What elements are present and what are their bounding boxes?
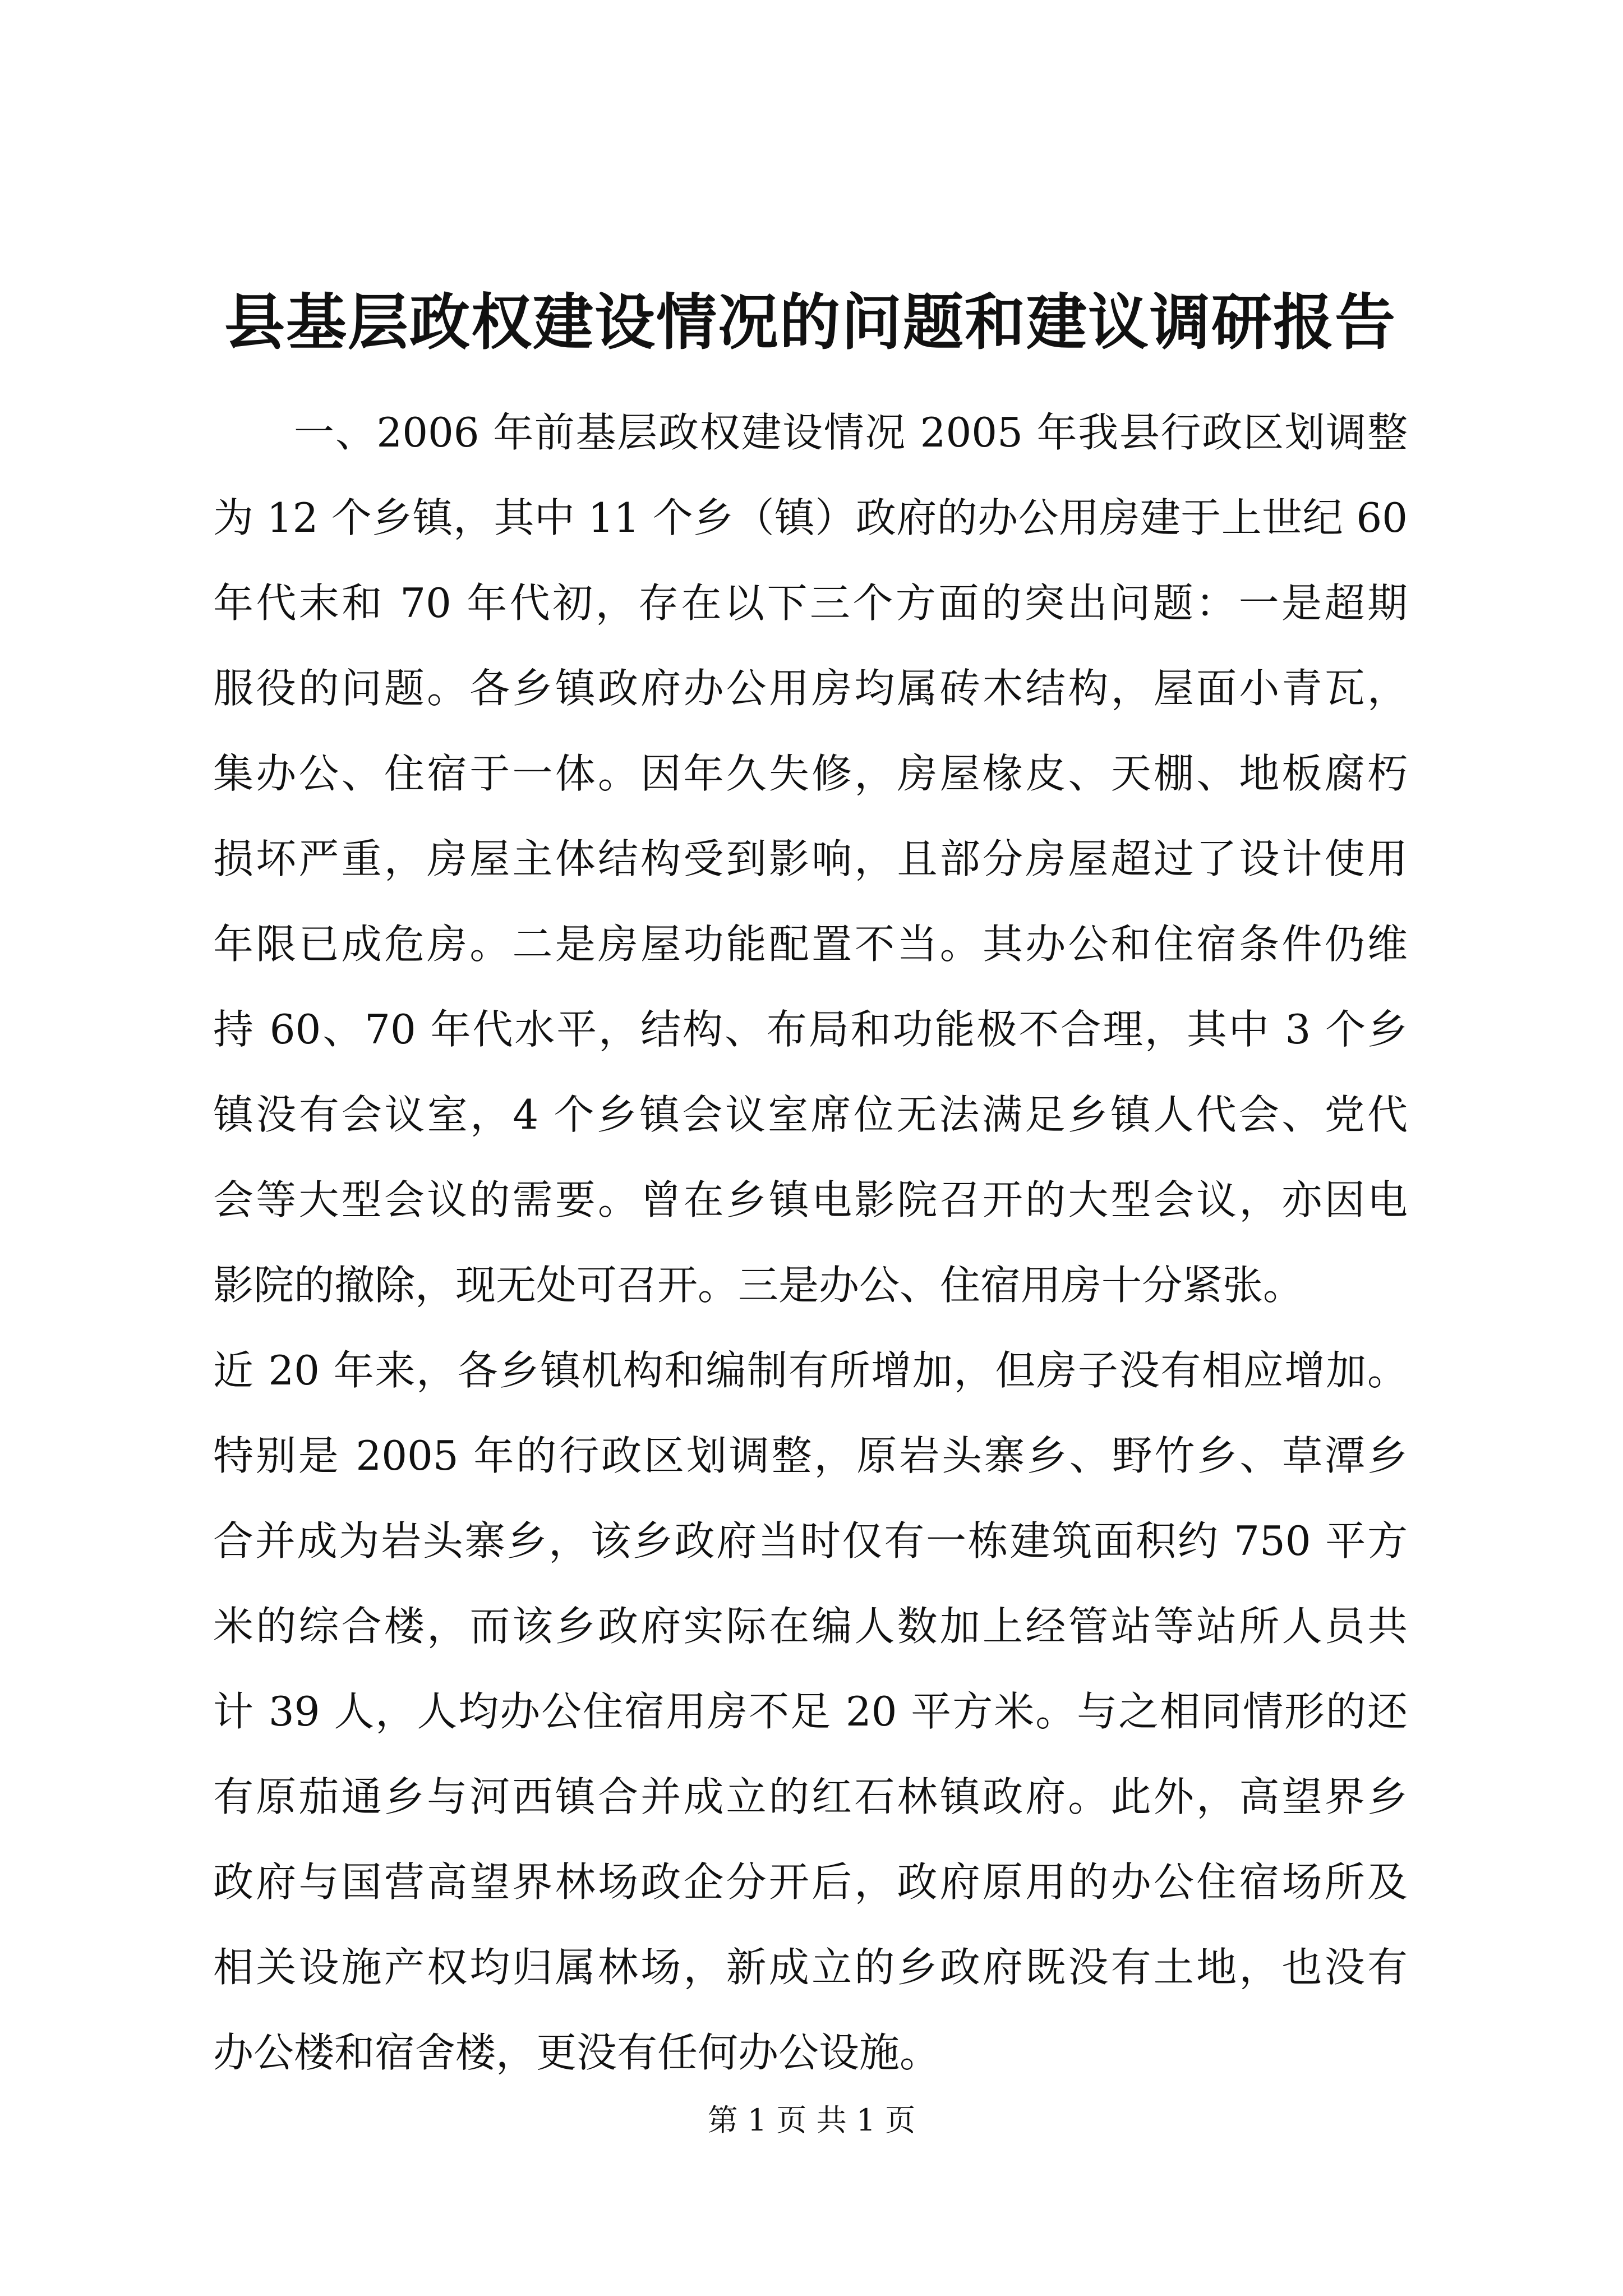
body-line: 政府与国营高望界林场政企分开后，政府原用的办公住宿场所及 (213, 1858, 1408, 1906)
body-line: 为 12 个乡镇，其中 11 个乡（镇）政府的办公用房建于上世纪 60 (213, 494, 1408, 541)
body-line: 计 39 人，人均办公住宿用房不足 20 平方米。与之相同情形的还 (213, 1688, 1408, 1735)
document-body (213, 390, 1408, 2095)
body-line: 相关设施产权均归属林场，新成立的乡政府既没有土地，也没有 (213, 1944, 1408, 1991)
body-line: 有原茄通乡与河西镇合并成立的红石林镇政府。此外，高望界乡 (213, 1773, 1408, 1820)
body-line: 米的综合楼，而该乡政府实际在编人数加上经管站等站所人员共 (213, 1603, 1408, 1650)
body-line: 损坏严重，房屋主体结构受到影响，且部分房屋超过了设计使用 (213, 835, 1408, 882)
body-line: 近 20 年来，各乡镇机构和编制有所增加，但房子没有相应增加。 (213, 1347, 1408, 1394)
body-line: 一、2006 年前基层政权建设情况 2005 年我县行政区划调整 (294, 409, 1408, 456)
body-line: 特别是 2005 年的行政区划调整，原岩头寨乡、野竹乡、草潭乡 (213, 1432, 1408, 1479)
body-line: 会等大型会议的需要。曾在乡镇电影院召开的大型会议，亦因电 (213, 1176, 1408, 1223)
body-line: 年代末和 70 年代初，存在以下三个方面的突出问题：一是超期 (213, 579, 1408, 627)
body-line: 合并成为岩头寨乡，该乡政府当时仅有一栋建筑面积约 750 平方 (213, 1517, 1408, 1565)
page-footer: 第 1 页 共 1 页 (707, 2102, 916, 2138)
body-line: 集办公、住宿于一体。因年久失修，房屋椽皮、天棚、地板腐朽 (213, 750, 1408, 797)
body-line: 镇没有会议室，4 个乡镇会议室席位无法满足乡镇人代会、党代 (213, 1091, 1408, 1138)
body-line: 影院的撤除，现无处可召开。三是办公、住宿用房十分紧张。 (213, 1262, 1304, 1309)
document-title: 县基层政权建设情况的问题和建议调研报告 (224, 287, 1396, 358)
body-line: 服役的问题。各乡镇政府办公用房均属砖木结构，屋面小青瓦， (213, 665, 1408, 712)
body-line: 持 60、70 年代水平，结构、布局和功能极不合理，其中 3 个乡 (213, 1006, 1408, 1053)
body-line: 办公楼和宿舍楼，更没有任何办公设施。 (213, 2029, 940, 2076)
body-line: 年限已成危房。二是房屋功能配置不当。其办公和住宿条件仍维 (213, 921, 1408, 968)
